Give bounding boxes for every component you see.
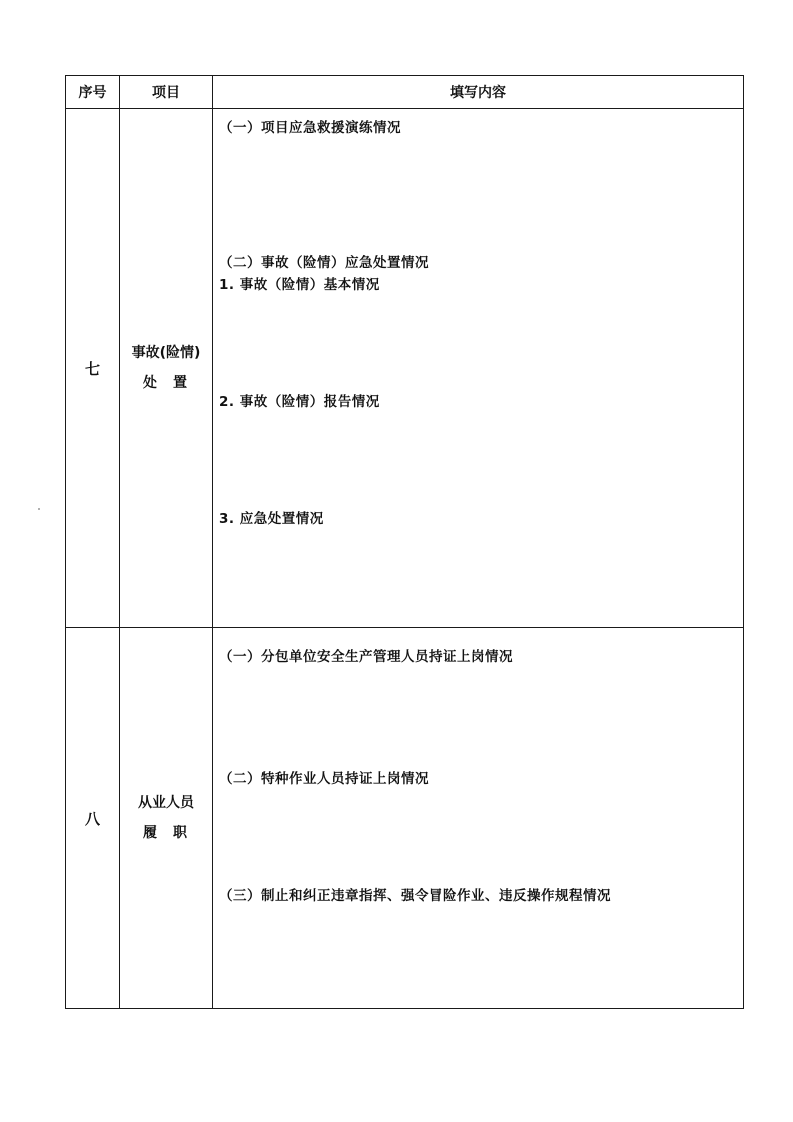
scan-speck [38, 508, 40, 510]
report-form-table [65, 75, 744, 1009]
header-item: 项目 [120, 76, 213, 109]
section-content[interactable] [213, 628, 744, 1009]
section-item-line1: 事故(险情) [131, 345, 201, 361]
entry-basic-info: 1. 事故（险情）基本情况 [219, 277, 380, 293]
section-item-line1: 从业人员 [138, 795, 194, 811]
section-item [120, 628, 213, 1009]
header-content: 填写内容 [213, 76, 744, 109]
section-content[interactable] [213, 109, 744, 628]
table-row-section-7 [66, 109, 744, 628]
entry-report-status: 2. 事故（险情）报告情况 [219, 394, 380, 410]
section-index: 七 [66, 109, 120, 628]
entry-emergency-handling: （二）事故（险情）应急处置情况 [219, 255, 429, 271]
section-index: 八 [66, 628, 120, 1009]
section-item-line2: 处置 [143, 375, 203, 391]
entry-special-operator-certification: （二）特种作业人员持证上岗情况 [219, 771, 429, 787]
header-index: 序号 [66, 76, 120, 109]
section-item [120, 109, 213, 628]
entry-drill-status: （一）项目应急救援演练情况 [219, 120, 401, 136]
entry-violation-handling: （三）制止和纠正违章指挥、强令冒险作业、违反操作规程情况 [219, 888, 611, 904]
table-row-section-8 [66, 628, 744, 1009]
section-item-line2: 履职 [143, 825, 203, 841]
entry-response-status: 3. 应急处置情况 [219, 511, 324, 527]
table-header-row [66, 76, 744, 109]
entry-subcontractor-certification: （一）分包单位安全生产管理人员持证上岗情况 [219, 649, 513, 665]
